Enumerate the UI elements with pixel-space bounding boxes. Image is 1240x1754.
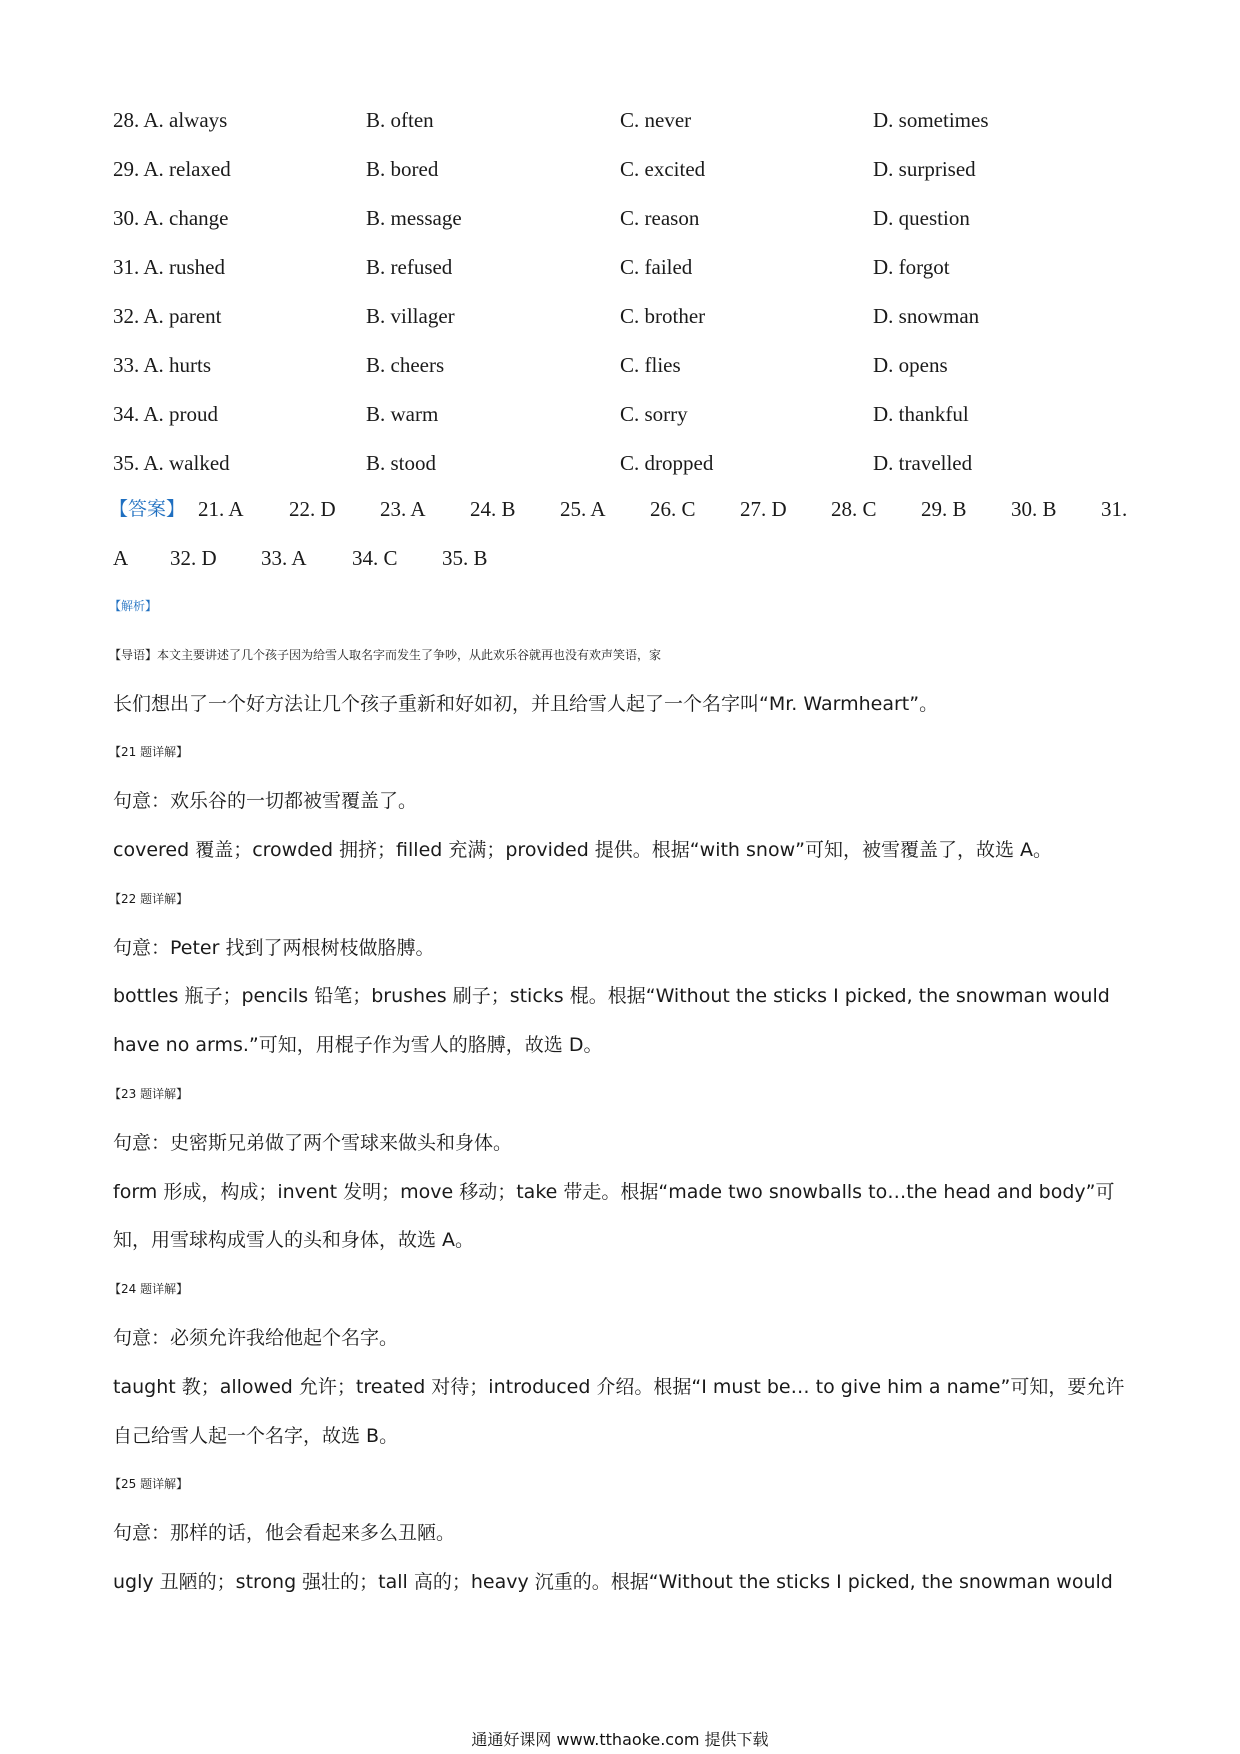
option-row-28 (113, 104, 1133, 153)
option-b: B. villager (366, 304, 455, 328)
question-heading: 【21 题详解】 (109, 745, 189, 760)
question-heading: 【22 题详解】 (109, 891, 189, 906)
answer-item: 35. B (442, 546, 488, 570)
explanation-line: have no arms.”可知，用棍子作为雪人的胳膊，故选 D。 (113, 1034, 603, 1057)
option-a: 28. A. always (113, 108, 228, 132)
footer-watermark: 通通好课网 www.tthaoke.com 提供下载 (471, 1730, 769, 1749)
answer-item: 23. A (380, 497, 426, 521)
answer-item: A (113, 546, 129, 570)
option-d: D. forgot (873, 255, 950, 279)
option-c: C. brother (620, 304, 706, 328)
option-c: C. never (620, 108, 692, 132)
answer-row-1 (109, 493, 1133, 542)
option-row-29 (113, 153, 1133, 202)
option-a: 30. A. change (113, 206, 229, 230)
option-c: C. reason (620, 206, 700, 230)
analysis-section (109, 590, 1133, 1615)
answer-item: 25. A (560, 497, 606, 521)
option-a: 31. A. rushed (113, 255, 225, 279)
question-heading: 【23 题详解】 (109, 1086, 189, 1101)
option-row-31 (113, 251, 1133, 300)
option-b: B. warm (366, 402, 439, 426)
option-c: C. excited (620, 157, 706, 181)
option-c: C. flies (620, 353, 681, 377)
sentence-meaning: 句意：那样的话，他会看起来多么丑陋。 (113, 1522, 456, 1545)
explanation-line: taught 教；allowed 允许；treated 对待；introduced 介绍。根据“I must be… to give him a name”可知，要允许 (113, 1375, 1125, 1398)
option-a: 35. A. walked (113, 451, 230, 475)
option-b: B. cheers (366, 353, 445, 377)
answer-tag: 【答案】 (109, 498, 186, 520)
explanation-line: covered 覆盖；crowded 拥挤；filled 充满；provided 提供。根据“with snow”可知，被雪覆盖了，故选 A。 (113, 838, 1052, 861)
option-a: 33. A. hurts (113, 353, 212, 377)
question-heading: 【25 题详解】 (109, 1477, 189, 1492)
answer-row-2 (113, 542, 1133, 591)
sentence-meaning: 句意：必须允许我给他起个名字。 (113, 1326, 399, 1349)
intro-line: 长们想出了一个好方法让几个孩子重新和好如初，并且给雪人起了一个名字叫“Mr. Warmheart”。 (113, 692, 939, 715)
option-d: D. surprised (873, 157, 976, 181)
answer-item: 26. C (650, 497, 696, 521)
option-c: C. dropped (620, 451, 714, 475)
option-b: B. refused (366, 255, 453, 279)
option-d: D. question (873, 206, 970, 230)
option-row-35 (113, 447, 1133, 496)
option-d: D. thankful (873, 402, 969, 426)
answer-item: 27. D (740, 497, 787, 521)
answer-item: 33. A (261, 546, 307, 570)
analysis-heading: 【解析】 (109, 599, 158, 613)
option-a: 32. A. parent (113, 304, 222, 328)
option-b: B. stood (366, 451, 437, 475)
option-d: D. snowman (873, 304, 980, 328)
answer-item: 32. D (170, 546, 217, 570)
answer-item: 28. C (831, 497, 877, 521)
option-d: D. opens (873, 353, 948, 377)
option-c: C. failed (620, 255, 693, 279)
sentence-meaning: 句意：Peter 找到了两根树枝做胳膊。 (113, 936, 435, 959)
option-d: D. sometimes (873, 108, 989, 132)
option-b: B. bored (366, 157, 439, 181)
answer-item: 31. (1101, 497, 1128, 521)
option-row-30 (113, 202, 1133, 251)
answer-item: 24. B (470, 497, 516, 521)
intro-line: 【导语】本文主要讲述了几个孩子因为给雪人取名字而发生了争吵，从此欢乐谷就再也没有欢声笑语，家 (109, 647, 662, 662)
option-a: 34. A. proud (113, 402, 218, 426)
option-b: B. often (366, 108, 434, 132)
answer-item: 30. B (1011, 497, 1057, 521)
explanation-line: ugly 丑陋的；strong 强壮的；tall 高的；heavy 沉重的。根据“Without the sticks I picked, the snowman would (113, 1570, 1113, 1593)
answer-key (109, 493, 1133, 591)
option-row-33 (113, 349, 1133, 398)
options-table (113, 104, 1133, 496)
sentence-meaning: 句意：史密斯兄弟做了两个雪球来做头和身体。 (113, 1131, 513, 1154)
option-row-34 (113, 398, 1133, 447)
answer-item: 29. B (921, 497, 967, 521)
question-heading: 【24 题详解】 (109, 1282, 189, 1297)
explanation-line: form 形成，构成；invent 发明；move 移动；take 带走。根据“made two snowballs to…the head and body”可 (113, 1180, 1115, 1203)
option-c: C. sorry (620, 402, 688, 426)
option-d: D. travelled (873, 451, 973, 475)
option-a: 29. A. relaxed (113, 157, 231, 181)
answer-item: 34. C (352, 546, 398, 570)
option-b: B. message (366, 206, 462, 230)
sentence-meaning: 句意：欢乐谷的一切都被雪覆盖了。 (113, 790, 418, 813)
answer-item: 21. A (198, 497, 244, 521)
explanation-line: bottles 瓶子；pencils 铅笔；brushes 刷子；sticks 棍。根据“Without the sticks I picked, the snowman would (113, 985, 1110, 1008)
option-row-32 (113, 300, 1133, 349)
explanation-line: 自己给雪人起一个名字，故选 B。 (113, 1424, 399, 1447)
explanation-line: 知，用雪球构成雪人的头和身体，故选 A。 (113, 1229, 475, 1252)
answer-item: 22. D (289, 497, 336, 521)
